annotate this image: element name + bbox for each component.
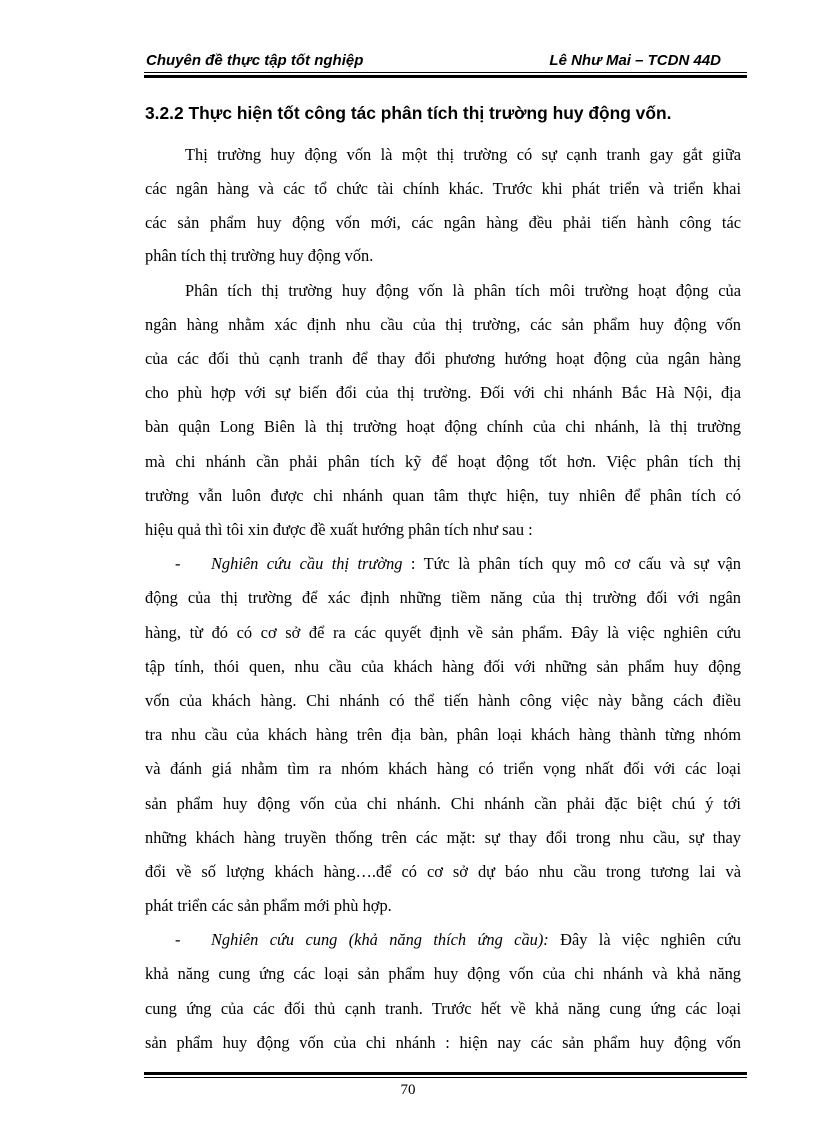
bullet-1-line-9: những khách hàng truyền thống trên các mặt: sự thay đổi trong nhu cầu, sự thay bbox=[145, 828, 741, 847]
bullet-1-line-3: hàng, từ đó có cơ sở để ra các quyết định về sản phẩm. Đây là việc nghiên cứu bbox=[145, 623, 741, 642]
bullet-1-line-4: tập tính, thói quen, nhu cầu của khách hàng đối với những sản phẩm huy động bbox=[145, 657, 741, 676]
paragraph-1-line-2: các ngân hàng và các tổ chức tài chính khác. Trước khi phát triển và triển khai bbox=[145, 179, 741, 198]
bullet-2-label: Nghiên cứu cung (khả năng thích ứng cầu): bbox=[211, 930, 549, 949]
bullet-2-line-3: cung ứng của các đối thủ cạnh tranh. Trước hết về khả năng cung ứng các loại bbox=[145, 999, 741, 1018]
header-document-title: Chuyên đề thực tập tốt nghiệp bbox=[146, 52, 364, 69]
paragraph-2-line-5: bàn quận Long Biên là thị trường hoạt động chính của chi nhánh, là thị trường bbox=[145, 417, 741, 436]
bullet-1-text: : Tức là phân tích quy mô cơ cấu và sự vận bbox=[402, 554, 741, 573]
bullet-1-line-11: phát triển các sản phẩm mới phù hợp. bbox=[145, 896, 392, 915]
bullet-1-line-2: động của thị trường để xác định những tiềm năng của thị trường đối với ngân bbox=[145, 588, 741, 607]
running-header bbox=[144, 51, 747, 71]
paragraph-2-line-2: ngân hàng nhằm xác định nhu cầu của thị trường, các sản phẩm huy động vốn bbox=[145, 315, 741, 334]
bullet-dash: - bbox=[175, 554, 181, 573]
bullet-2-line-1 bbox=[145, 930, 741, 950]
bullet-1-line-6: tra nhu cầu của khách hàng trên địa bàn, phân loại khách hàng thành từng nhóm bbox=[145, 725, 741, 744]
paragraph-1-line-1: Thị trường huy động vốn là một thị trường có sự cạnh tranh gay gắt giữa bbox=[185, 145, 741, 164]
header-rule-thick bbox=[144, 75, 747, 78]
bullet-1-line-1 bbox=[145, 554, 741, 574]
bullet-2-line-4: sản phẩm huy động vốn của chi nhánh : hiện nay các sản phẩm huy động vốn bbox=[145, 1033, 741, 1052]
paragraph-2-line-6: mà chi nhánh cần phải phân tích kỹ để hoạt động tốt hơn. Việc phân tích thị bbox=[145, 452, 741, 471]
page-number: 70 bbox=[400, 1082, 416, 1098]
paragraph-2-line-4: cho phù hợp với sự biến đổi của thị trường. Đối với chi nhánh Bắc Hà Nội, địa bbox=[145, 383, 741, 402]
bullet-1-line-5: vốn của khách hàng. Chi nhánh có thể tiến hành công việc này bằng cách điều bbox=[145, 691, 741, 710]
bullet-1-line-10: đổi về số lượng khách hàng….để có cơ sở dự báo nhu cầu trong tương lai và bbox=[145, 862, 741, 881]
footer-rule-thin bbox=[144, 1077, 747, 1078]
bullet-2-line-2: khả năng cung ứng các loại sản phẩm huy động vốn của chi nhánh và khả năng bbox=[145, 964, 741, 983]
bullet-2-text: Đây là việc nghiên cứu bbox=[548, 930, 741, 949]
footer-rule-thick bbox=[144, 1072, 747, 1075]
paragraph-1-line-3: các sản phẩm huy động vốn mới, các ngân hàng đều phải tiến hành công tác bbox=[145, 213, 741, 232]
paragraph-2-line-1: Phân tích thị trường huy động vốn là phân tích môi trường hoạt động của bbox=[185, 281, 741, 300]
bullet-1-label: Nghiên cứu cầu thị trường bbox=[211, 554, 403, 573]
bullet-1-line-8: sản phẩm huy động vốn của chi nhánh. Chi nhánh cần phải đặc biệt chú ý tới bbox=[145, 794, 741, 813]
section-heading: 3.2.2 Thực hiện tốt công tác phân tích thị trường huy động vốn. bbox=[145, 103, 672, 123]
header-rule-thin bbox=[144, 72, 747, 73]
paragraph-2-line-7: trường vẫn luôn được chi nhánh quan tâm thực hiện, tuy nhiên để phân tích có bbox=[145, 486, 741, 505]
header-author: Lê Như Mai – TCDN 44D bbox=[549, 52, 721, 69]
paragraph-2-line-3: của các đối thủ cạnh tranh để thay đổi phương hướng hoạt động của ngân hàng bbox=[145, 349, 741, 368]
bullet-1-line-7: và đánh giá nhằm tìm ra nhóm khách hàng có triển vọng nhất đối với các loại bbox=[145, 759, 741, 778]
paragraph-1-line-4: phân tích thị trường huy động vốn. bbox=[145, 246, 374, 265]
bullet-dash: - bbox=[175, 930, 181, 949]
paragraph-2-line-8: hiệu quả thì tôi xin được đề xuất hướng phân tích như sau : bbox=[145, 520, 533, 539]
